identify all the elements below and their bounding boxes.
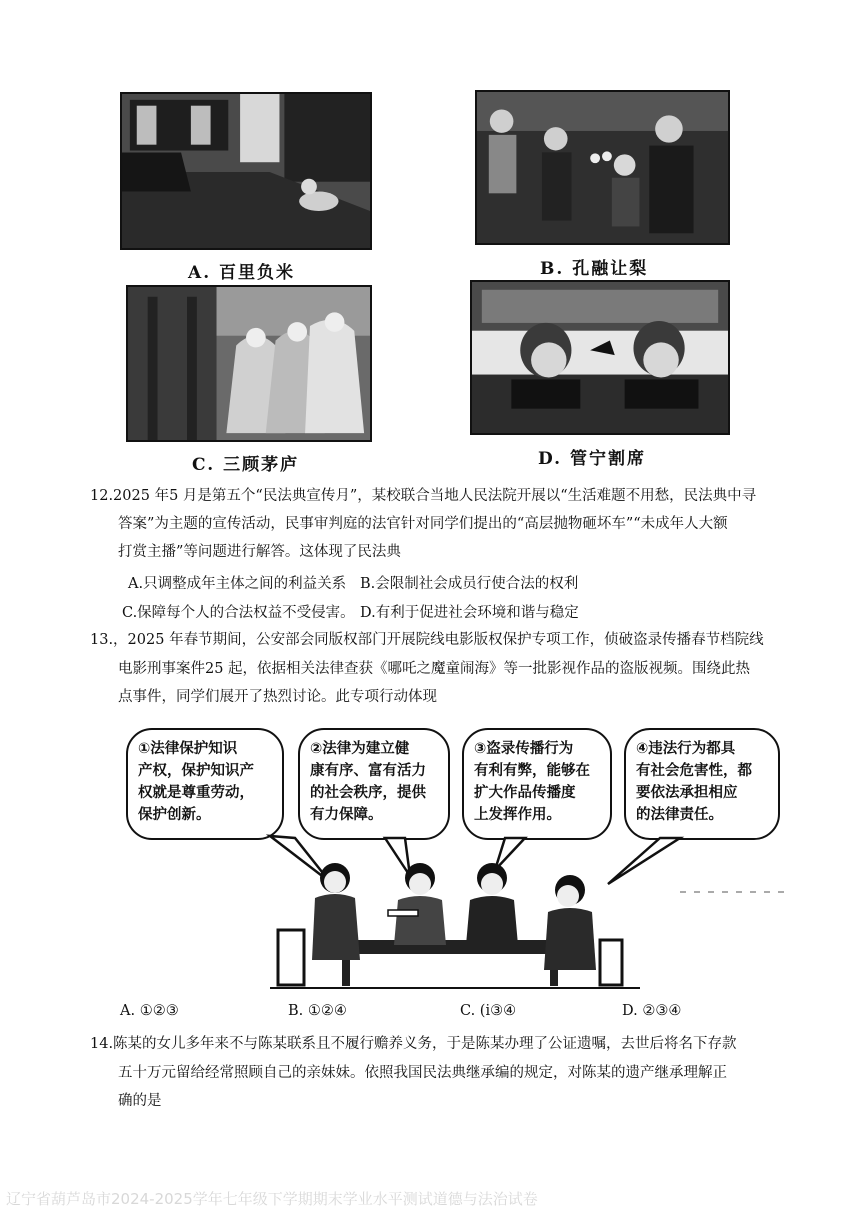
bubble-3-line: 扩大作品传播度	[474, 785, 576, 801]
q12-option-c[interactable]: C.保障每个人的合法权益不受侵害。	[122, 605, 355, 621]
q13-option-a[interactable]: A. ①②③	[120, 1003, 179, 1019]
speech-bubble-4	[624, 728, 780, 840]
image-d-cutting-mat	[470, 280, 730, 435]
bubble-2-line: 有力保障。	[310, 807, 383, 823]
bubble-1-line: 产权，保护知识产	[138, 763, 254, 779]
speech-bubble-3	[462, 728, 612, 840]
q13-option-b[interactable]: B. ①②④	[288, 1003, 347, 1019]
bubble-4-line: ④违法行为都具	[636, 741, 736, 757]
speech-bubble-2	[298, 728, 450, 840]
q13-stem-line2: 电影刑事案件25 起，依据相关法律查获《哪吒之魔童闹海》等一批影视作品的盗版视频。围绕此热	[118, 661, 751, 677]
bubble-2-line: ②法律为建立健	[310, 741, 410, 757]
bubble-4-line: 的法律责任。	[636, 807, 723, 823]
bubble-2-line: 的社会秩序，提供	[310, 785, 426, 801]
bubble-3-line: ③盗录传播行为	[474, 741, 574, 757]
bubble-3-line: 上发挥作用。	[474, 807, 561, 823]
bubble-2-line: 康有序、富有活力	[310, 763, 426, 779]
students-discussion-illustration	[120, 830, 800, 995]
q13-stem-line1: 13.，2025 年春节期间，公安部会同版权部门开展院线电影版权保护专项工作，侦破盗录传播春节档院线	[90, 632, 764, 648]
image-c-three-visits	[126, 285, 372, 442]
q12-stem-line1: 12.2025 年5 月是第五个“民法典宣传月”，某校联合当地人民法院开展以“生活难题不用愁，民法典中寻	[90, 488, 757, 504]
q14-stem-line3: 确的是	[118, 1093, 162, 1109]
bubble-4-line: 有社会危害性，都	[636, 763, 752, 779]
image-a-caption: A. 百里负米	[188, 263, 296, 283]
q12-option-d[interactable]: D.有利于促进社会环境和谐与稳定	[360, 605, 579, 621]
q14-stem-line2: 五十万元留给经常照顾自己的亲妹妹。依照我国民法典继承编的规定，对陈某的遗产继承理解正	[118, 1065, 727, 1081]
image-a-carrying-rice	[120, 92, 372, 250]
image-c-caption: C. 三顾茅庐	[192, 455, 300, 475]
document-footer-title: 辽宁省葫芦岛市2024-2025学年七年级下学期期末学业水平测试道德与法治试卷	[6, 1190, 538, 1208]
q12-stem-line3: 打赏主播”等问题进行解答。这体现了民法典	[118, 544, 401, 560]
bubble-3-line: 有利有弊，能够在	[474, 763, 590, 779]
bubble-4-line: 要依法承担相应	[636, 785, 738, 801]
bubble-1-line: ①法律保护知识	[138, 741, 238, 757]
image-b-caption: B. 孔融让梨	[540, 259, 649, 279]
image-d-caption: D. 管宁割席	[538, 449, 646, 469]
bubble-1-line: 保护创新。	[138, 807, 211, 823]
bubble-1-line: 权就是尊重劳动，	[138, 785, 254, 801]
q14-stem-line1: 14.陈某的女儿多年来不与陈某联系且不履行赡养义务，于是陈某办理了公证遗嘱，去世后将名下存款	[90, 1036, 737, 1052]
image-b-sharing-pears	[475, 90, 730, 245]
q12-option-a[interactable]: A.只调整成年主体之间的利益关系	[128, 576, 347, 592]
q12-option-b[interactable]: B.会限制社会成员行使合法的权利	[360, 576, 579, 592]
q13-option-c[interactable]: C. (i③④	[460, 1003, 517, 1019]
q13-stem-line3: 点事件，同学们展开了热烈讨论。此专项行动体现	[118, 689, 437, 705]
speech-bubble-1	[126, 728, 284, 840]
q12-stem-line2: 答案”为主题的宣传活动，民事审判庭的法官针对同学们提出的“高层抛物砸坏车”“未成年人大额	[118, 516, 728, 532]
q13-option-d[interactable]: D. ②③④	[622, 1003, 682, 1019]
